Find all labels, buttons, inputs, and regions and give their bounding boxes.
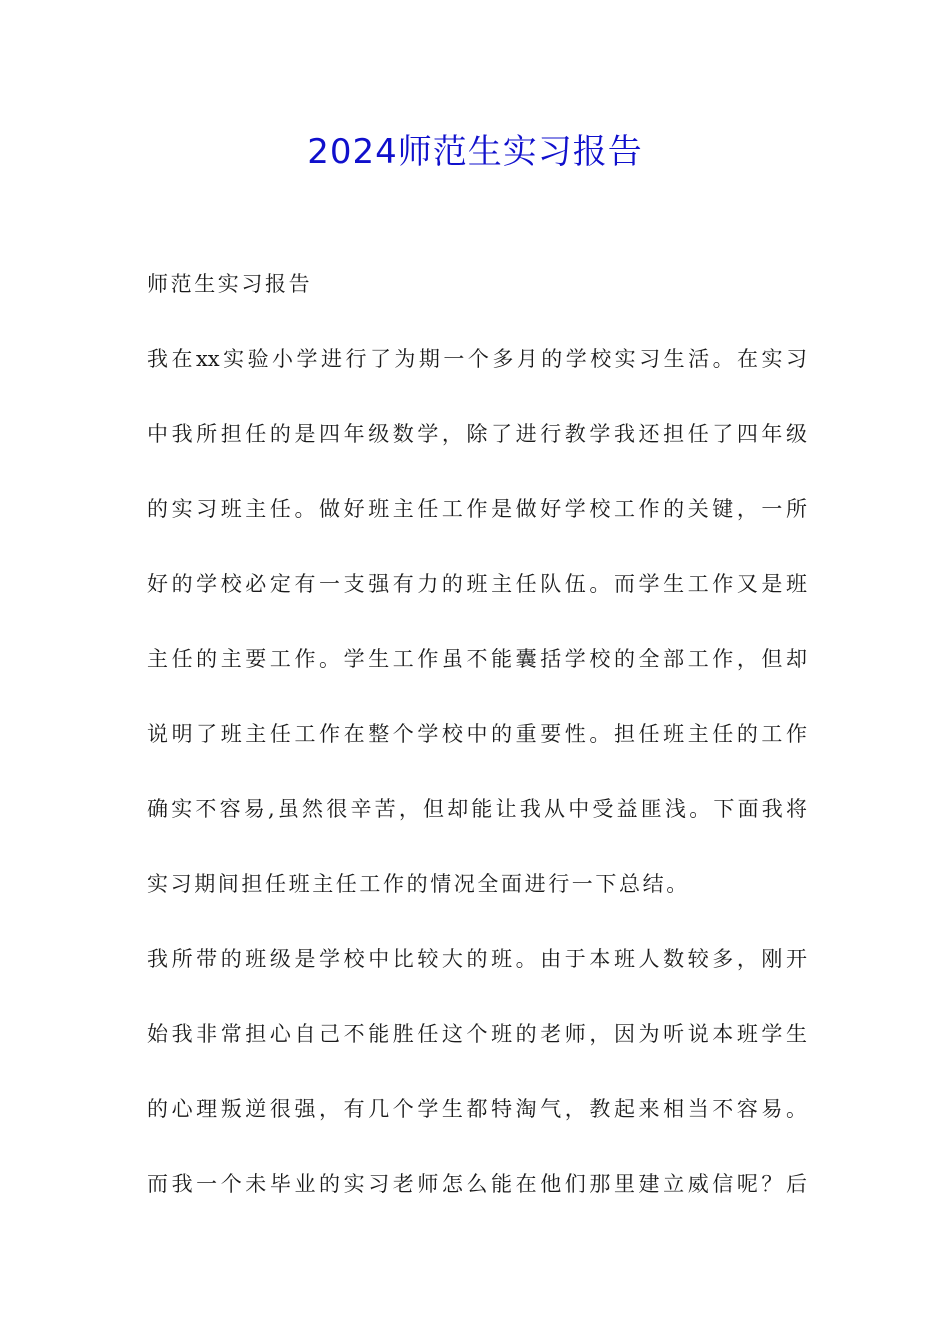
paragraph-line: 我所带的班级是学校中比较大的班。由于本班人数较多，刚开 (147, 947, 807, 971)
paragraph-line: 中我所担任的是四年级数学，除了进行教学我还担任了四年级 (147, 422, 807, 446)
paragraph-line: 而我一个未毕业的实习老师怎么能在他们那里建立威信呢？后 (147, 1172, 807, 1196)
section-heading: 师范生实习报告 (147, 272, 313, 296)
paragraph-line: 主任的主要工作。学生工作虽不能囊括学校的全部工作，但却 (147, 647, 807, 671)
paragraph-line: 始我非常担心自己不能胜任这个班的老师，因为听说本班学生 (147, 1022, 807, 1046)
paragraph-line: 的心理叛逆很强，有几个学生都特淘气，教起来相当不容易。 (147, 1097, 807, 1121)
paragraph-line: 实习期间担任班主任工作的情况全面进行一下总结。 (147, 872, 690, 896)
paragraph-line: 的实习班主任。做好班主任工作是做好学校工作的关键，一所 (147, 497, 807, 521)
paragraph-line: 好的学校必定有一支强有力的班主任队伍。而学生工作又是班 (147, 572, 807, 596)
paragraph-line: 我在xx实验小学进行了为期一个多月的学校实习生活。在实习 (147, 347, 807, 371)
document-title: 2024师范生实习报告 (307, 132, 643, 172)
paragraph-line: 说明了班主任工作在整个学校中的重要性。担任班主任的工作 (147, 722, 807, 746)
paragraph-line: 确实不容易,虽然很辛苦，但却能让我从中受益匪浅。下面我将 (147, 797, 807, 821)
document-body (147, 262, 807, 1237)
